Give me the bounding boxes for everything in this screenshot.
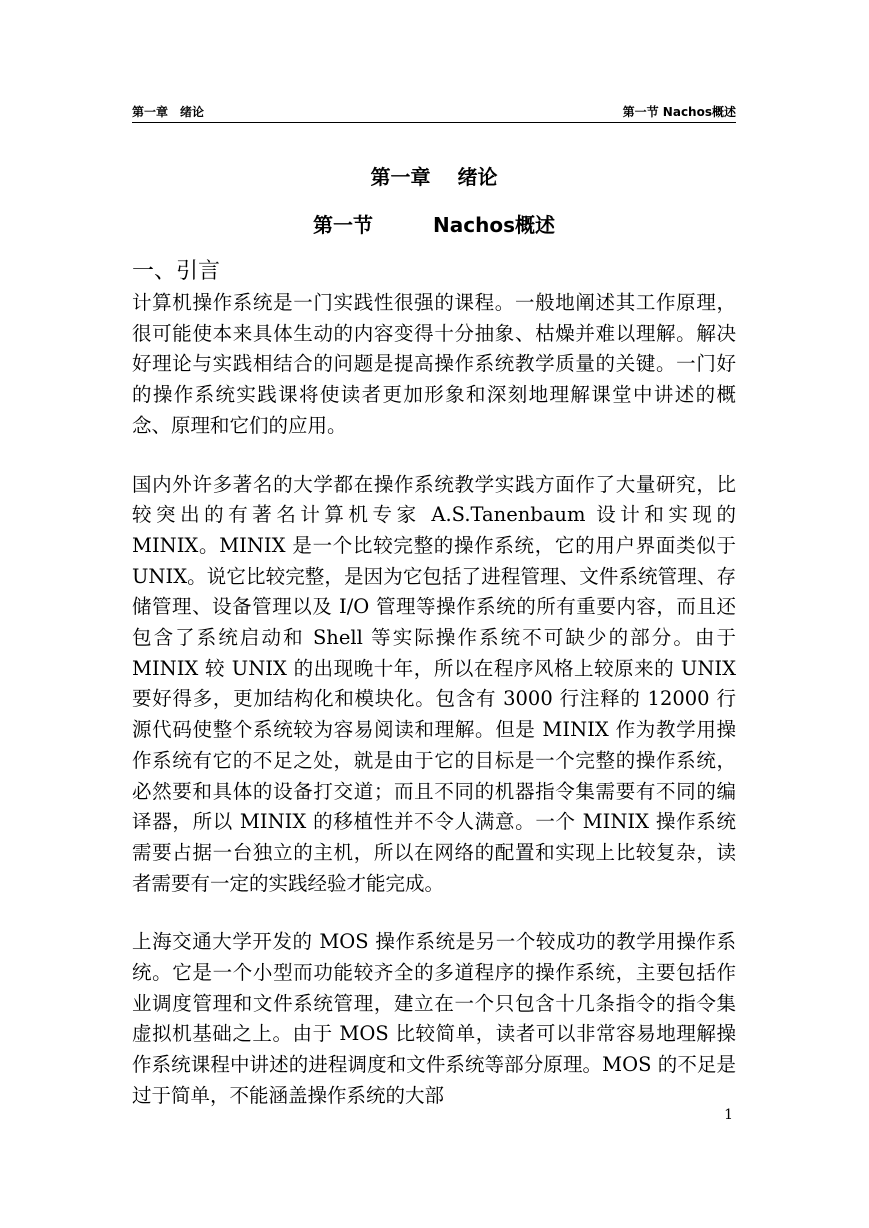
paragraph-intro: 计算机操作系统是一门实践性很强的课程。一般地阐述其工作原理，很可能使本来具体生动的内容变得十分抽象、枯燥并难以理解。解决好理论与实践相结合的问题是提高操作系统教学质量的关键。一门好的操作系统实践课将使读者更加形象和深刻地理解课堂中讲述的概念、原理和它们的应用。 [132, 291, 736, 437]
paragraph-minix: 国内外许多著名的大学都在操作系统教学实践方面作了大量研究，比较突出的有著名计算机专家 A.S.Tanenbaum 设计和实现的 MINIX。MINIX 是一个比较完整的操作系统，它的用户界面类似于 UNIX。说它比较完整，是因为它包括了进程管理、文件系统管理、存储管理、设备管理以及 I/O 管理等操作系统的所有重要内容，而且还包含了系统启动和 Shell 等实际操作系统不可缺少的部分。由于 MINIX 较 UNIX 的出现晚十年，所以在程序风格上较原来的 UNIX 要好得多，更加结构化和模块化。包含有 3000 行注释的 12000 行源代码使整个系统较为容易阅读和理解。但是 MINIX 作为教学用操作系统有它的不足之处，就是由于它的目标是一个完整的操作系统，必然要和具体的设备打交道；而且不同的机器指令集需要有不同的编译器，所以 MINIX 的移植性并不令人满意。一个 MINIX 操作系统需要占据一台独立的主机，所以在网络的配置和实现上比较复杂，读者需要有一定的实践经验才能完成。 [132, 472, 736, 895]
subsection-title: 一、引言 [132, 259, 221, 284]
page-number: 1 [724, 1107, 733, 1123]
running-header [132, 104, 736, 123]
chapter-title: 第一章 绪论 [370, 165, 498, 189]
section-title: 第一节 Nachos概述 [313, 213, 555, 237]
paragraph-mos: 上海交通大学开发的 MOS 操作系统是另一个较成功的教学用操作系统。它是一个小型而功能较齐全的多道程序的操作系统，主要包括作业调度管理和文件系统管理，建立在一个只包含十几条指令的指令集虚拟机基础之上。由于 MOS 比较简单，读者可以非常容易地理解操作系统课程中讲述的进程调度和文件系统等部分原理。MOS 的不足是过于简单，不能涵盖操作系统的大部 [132, 930, 736, 1107]
header-chapter-label: 第一章 绪论 [132, 105, 205, 119]
body-text [132, 288, 736, 1140]
header-section-label: 第一节 Nachos概述 [622, 105, 736, 119]
